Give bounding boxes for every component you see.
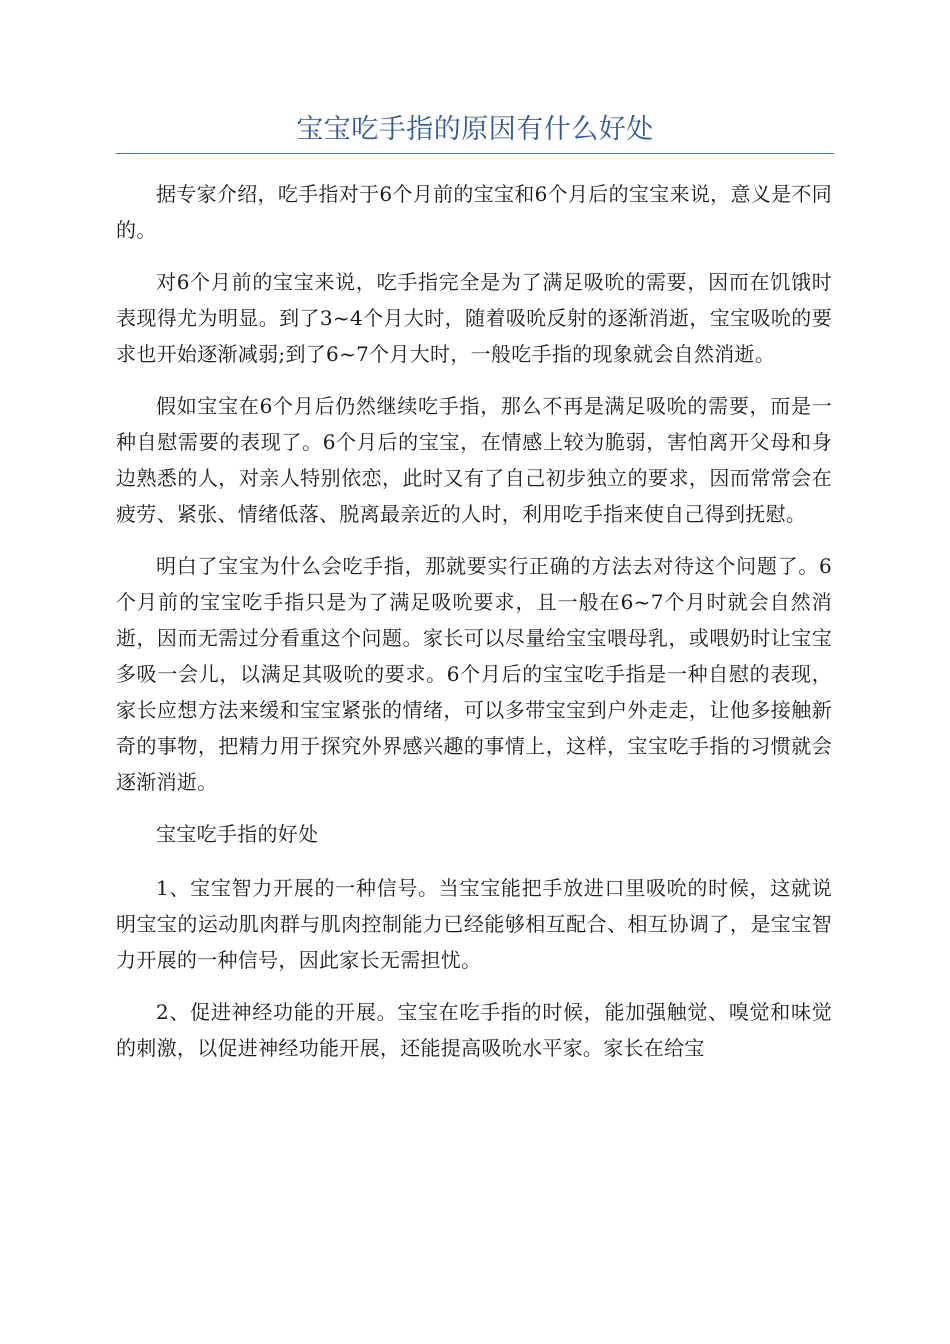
paragraph-benefit-2: 2、促进神经功能的开展。宝宝在吃手指的时候，能加强触觉、嗅觉和味觉的刺激，以促进神经功能开展，还能提高吸吮水平家。家长在给宝: [116, 1000, 832, 1060]
title-underline: [116, 153, 834, 154]
section-heading-benefits: 宝宝吃手指的好处: [156, 822, 319, 846]
document-title: 宝宝吃手指的原因有什么好处: [296, 114, 654, 145]
document-body: [116, 176, 832, 1082]
paragraph-correct-method: 明白了宝宝为什么会吃手指，那就要实行正确的方法去对待这个问题了。6个月前的宝宝吃手指只是为了满足吸吮要求，且一般在6~7个月时就会自然消逝，因而无需过分看重这个问题。家长可以尽量给宝宝喂母乳，或喂奶时让宝宝多吸一会儿，以满足其吸吮的要求。6个月后的宝宝吃手指是一种自慰的表现，家长应想方法来缓和宝宝紧张的情绪，可以多带宝宝到户外走走，让他多接触新奇的事物，把精力用于探究外界感兴趣的事情上，这样，宝宝吃手指的习惯就会逐渐消逝。: [116, 554, 832, 794]
paragraph-after-6-months: 假如宝宝在6个月后仍然继续吃手指，那么不再是满足吸吮的需要，而是一种自慰需要的表现了。6个月后的宝宝，在情感上较为脆弱，害怕离开父母和身边熟悉的人，对亲人特别依恋，此时又有了自己初步独立的要求，因而常常会在疲劳、紧张、情绪低落、脱离最亲近的人时，利用吃手指来使自己得到抚慰。: [116, 394, 832, 526]
paragraph-before-6-months: 对6个月前的宝宝来说，吃手指完全是为了满足吸吮的需要，因而在饥饿时表现得尤为明显。到了3~4个月大时，随着吸吮反射的逐渐消逝，宝宝吸吮的要求也开始逐渐减弱;到了6~7个月大时，一般吃手指的现象就会自然消逝。: [116, 270, 832, 366]
paragraph-benefit-1: 1、宝宝智力开展的一种信号。当宝宝能把手放进口里吸吮的时候，这就说明宝宝的运动肌肉群与肌肉控制能力已经能够相互配合、相互协调了，是宝宝智力开展的一种信号，因此家长无需担忧。: [116, 876, 832, 972]
paragraph-intro: 据专家介绍，吃手指对于6个月前的宝宝和6个月后的宝宝来说，意义是不同的。: [116, 182, 832, 242]
